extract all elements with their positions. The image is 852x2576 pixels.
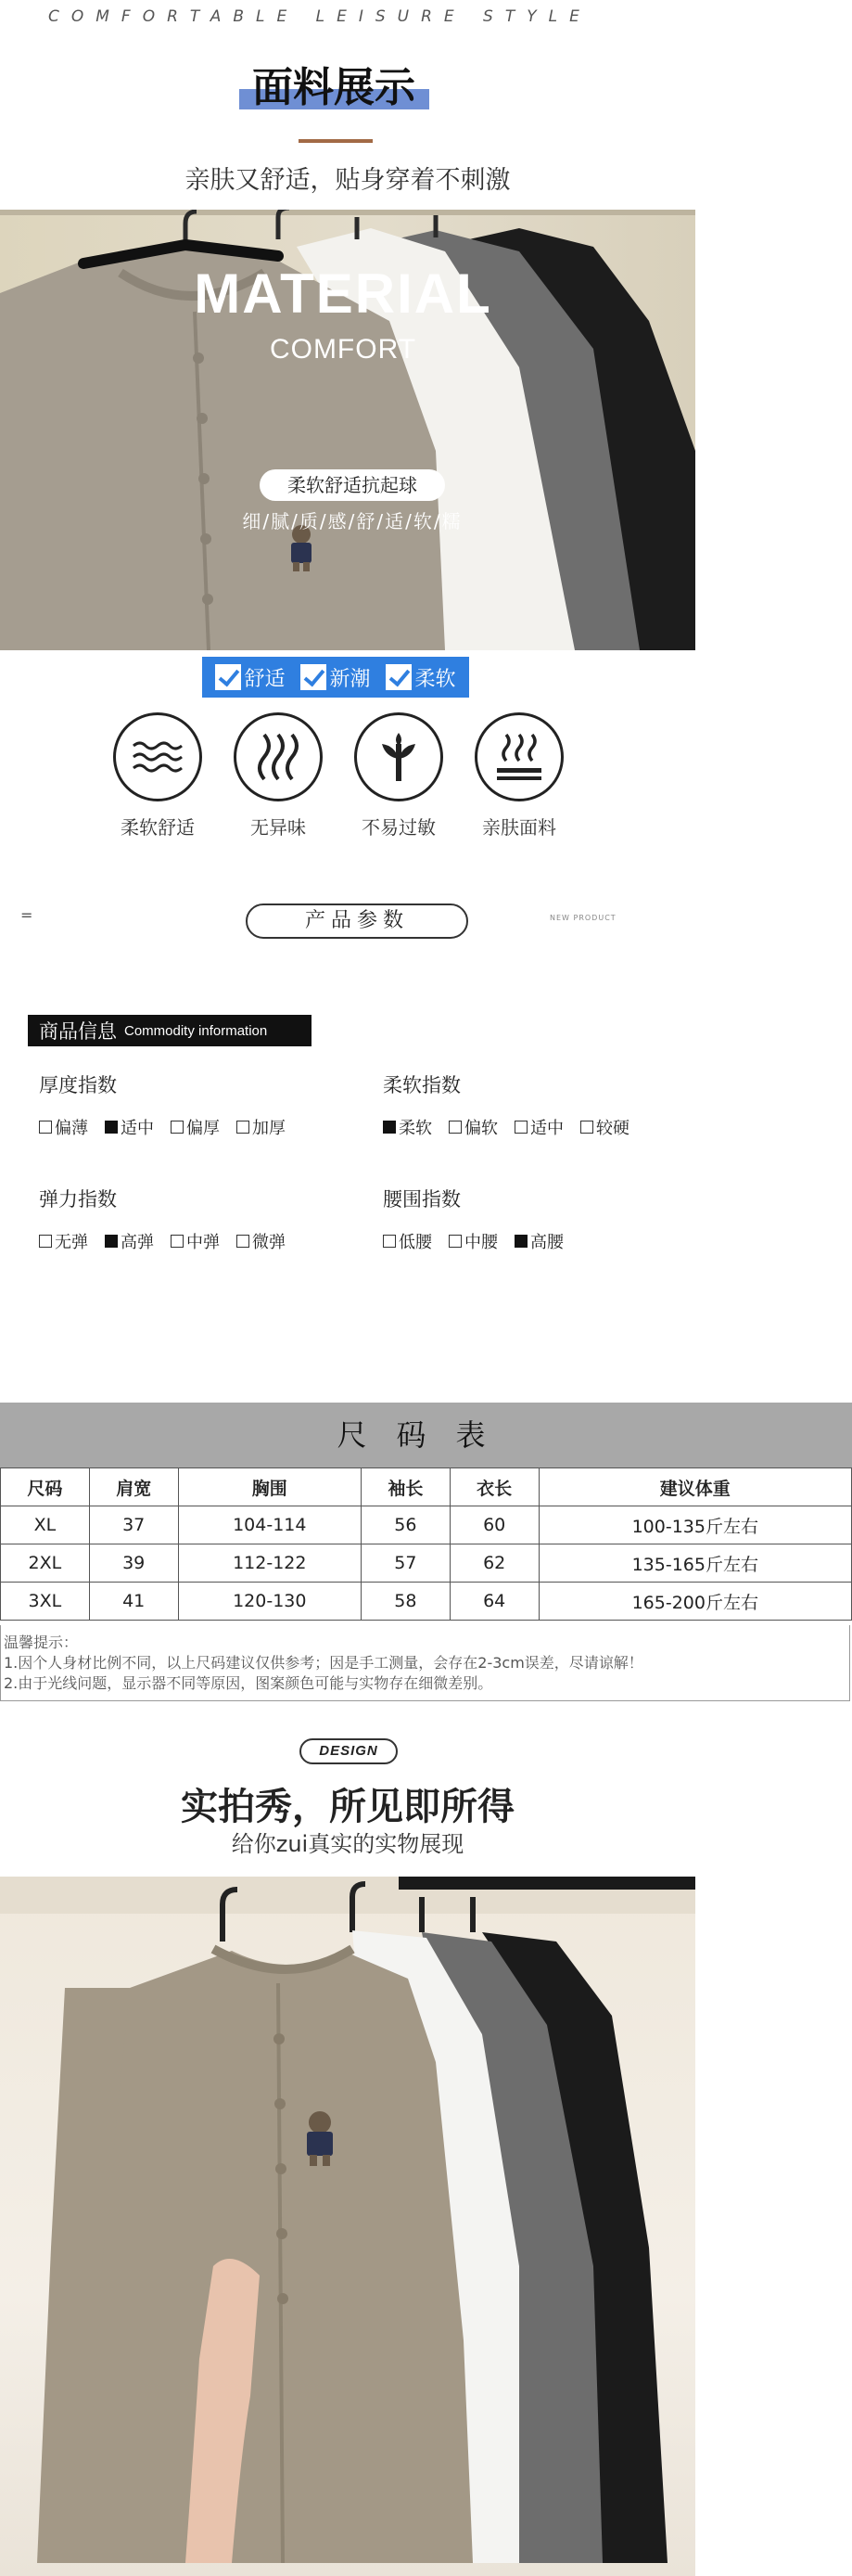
material-feature-pill: 柔软舒适抗起球 [260, 469, 445, 501]
param-option: 中弹 [171, 1229, 220, 1253]
param-title: 腰围指数 [383, 1188, 461, 1211]
feature-badge: 舒适 [215, 663, 285, 692]
feature-icon-item [97, 712, 218, 839]
checkbox-icon [236, 1235, 249, 1248]
param-option: 适中 [515, 1115, 564, 1139]
table-cell: 135-165斤左右 [539, 1544, 851, 1583]
param-option: 中腰 [449, 1229, 498, 1253]
param-option: 低腰 [383, 1229, 432, 1253]
wave-icon [113, 712, 202, 801]
odor-free-icon [234, 712, 323, 801]
feature-badges [202, 657, 469, 698]
size-chart-table [0, 1467, 852, 1621]
new-product-label: NEW PRODUCT [550, 914, 617, 922]
param-group-thickness [39, 1070, 302, 1139]
param-options [39, 1229, 302, 1253]
material-photo [0, 210, 695, 650]
param-option: 偏软 [449, 1115, 498, 1139]
plant-icon [354, 712, 443, 801]
table-row [1, 1544, 852, 1583]
table-header-cell: 肩宽 [89, 1468, 178, 1506]
table-header-cell: 尺码 [1, 1468, 90, 1506]
checkmark-icon [300, 664, 326, 690]
product-params-pill: 产品参数 [246, 904, 468, 939]
table-header-row [1, 1468, 852, 1506]
feature-icon-label: 不易过敏 [362, 816, 436, 839]
checkmark-icon [386, 664, 412, 690]
table-cell: 104-114 [178, 1506, 361, 1544]
param-title: 弹力指数 [39, 1188, 117, 1211]
param-option: 适中 [105, 1115, 154, 1139]
commodity-info-header: 商品信息 Commodity information [28, 1015, 312, 1046]
checkbox-icon [236, 1121, 249, 1134]
table-row [1, 1506, 852, 1544]
feature-icon-item [459, 712, 579, 839]
table-header-cell: 胸围 [178, 1468, 361, 1506]
table-cell: 62 [450, 1544, 539, 1583]
checkbox-icon [580, 1121, 593, 1134]
param-title: 厚度指数 [39, 1074, 117, 1096]
table-cell: 56 [361, 1506, 450, 1544]
feature-icon-item [338, 712, 459, 839]
checkbox-checked-icon [515, 1235, 528, 1248]
title-underline [299, 139, 373, 143]
param-option: 较硬 [580, 1115, 629, 1139]
param-option: 加厚 [236, 1115, 286, 1139]
feature-icons-row [97, 712, 579, 839]
section-subtitle: 亲肤又舒适，贴身穿着不刺激 [184, 166, 511, 195]
steam-icon [475, 712, 564, 801]
table-cell: 165-200斤左右 [539, 1583, 851, 1621]
table-cell: 57 [361, 1544, 450, 1583]
material-heading: MATERIAL [194, 263, 492, 325]
table-cell: XL [1, 1506, 90, 1544]
param-group-waist [383, 1185, 580, 1253]
checkbox-icon [449, 1121, 462, 1134]
checkbox-icon [449, 1235, 462, 1248]
header-tagline: COMFORTABLE LEISURE STYLE [48, 7, 591, 26]
checkbox-icon [171, 1121, 184, 1134]
table-cell: 2XL [1, 1544, 90, 1583]
size-chart-title: 尺码表 [0, 1403, 852, 1467]
table-cell: 3XL [1, 1583, 90, 1621]
feature-badge: 新潮 [300, 663, 370, 692]
material-feature-line: 细/腻/质/感/舒/适/软/糯 [242, 510, 463, 532]
checkbox-checked-icon [105, 1235, 118, 1248]
table-cell: 37 [89, 1506, 178, 1544]
table-cell: 60 [450, 1506, 539, 1544]
params-left-mark: = [20, 906, 33, 924]
param-group-softness [383, 1070, 646, 1139]
param-title: 柔软指数 [383, 1074, 461, 1096]
table-header-cell: 建议体重 [539, 1468, 851, 1506]
tips-heading: 温馨提示： [4, 1634, 79, 1651]
checkbox-icon [171, 1235, 184, 1248]
checkbox-icon [39, 1121, 52, 1134]
param-options [383, 1229, 580, 1253]
show-title: 实拍秀，所见即所得 [181, 1786, 515, 1828]
table-header-cell: 袖长 [361, 1468, 450, 1506]
checkmark-icon [215, 664, 241, 690]
table-cell: 120-130 [178, 1583, 361, 1621]
size-tips [4, 1633, 838, 1694]
checkbox-icon [39, 1235, 52, 1248]
checkbox-checked-icon [383, 1121, 396, 1134]
param-option: 偏薄 [39, 1115, 88, 1139]
show-subtitle: 给你zui真实的实物展现 [231, 1831, 464, 1857]
comfort-heading: COMFORT [269, 334, 417, 365]
table-cell: 39 [89, 1544, 178, 1583]
param-option: 微弹 [236, 1229, 286, 1253]
checkbox-checked-icon [105, 1121, 118, 1134]
sweaters-real-shot-illustration [0, 1877, 695, 2576]
design-pill: DESIGN [299, 1738, 398, 1764]
tips-line: 1.因个人身材比例不同，以上尺码建议仅供参考；因是手工测量，会存在2-3cm误差，尽请谅解！ [4, 1654, 643, 1672]
checkbox-icon [515, 1121, 528, 1134]
real-shot-photo [0, 1877, 695, 2576]
feature-icon-label: 无异味 [250, 816, 306, 839]
feature-icon-label: 柔软舒适 [121, 816, 195, 839]
feature-icon-item [218, 712, 338, 839]
table-cell: 64 [450, 1583, 539, 1621]
feature-badge: 柔软 [386, 663, 455, 692]
table-cell: 112-122 [178, 1544, 361, 1583]
param-option: 无弹 [39, 1229, 88, 1253]
tips-line: 2.由于光线问题，显示器不同等原因，图案颜色可能与实物存在细微差别。 [4, 1674, 493, 1692]
table-header-cell: 衣长 [450, 1468, 539, 1506]
param-option: 高弹 [105, 1229, 154, 1253]
param-options [39, 1115, 302, 1139]
param-option: 柔软 [383, 1115, 432, 1139]
table-cell: 58 [361, 1583, 450, 1621]
param-option: 偏厚 [171, 1115, 220, 1139]
checkbox-icon [383, 1235, 396, 1248]
param-options [383, 1115, 646, 1139]
table-row [1, 1583, 852, 1621]
table-cell: 41 [89, 1583, 178, 1621]
section-title: 面料展示 [252, 64, 415, 111]
feature-icon-label: 亲肤面料 [482, 816, 556, 839]
param-group-elasticity [39, 1185, 302, 1253]
param-option: 高腰 [515, 1229, 564, 1253]
table-cell: 100-135斤左右 [539, 1506, 851, 1544]
